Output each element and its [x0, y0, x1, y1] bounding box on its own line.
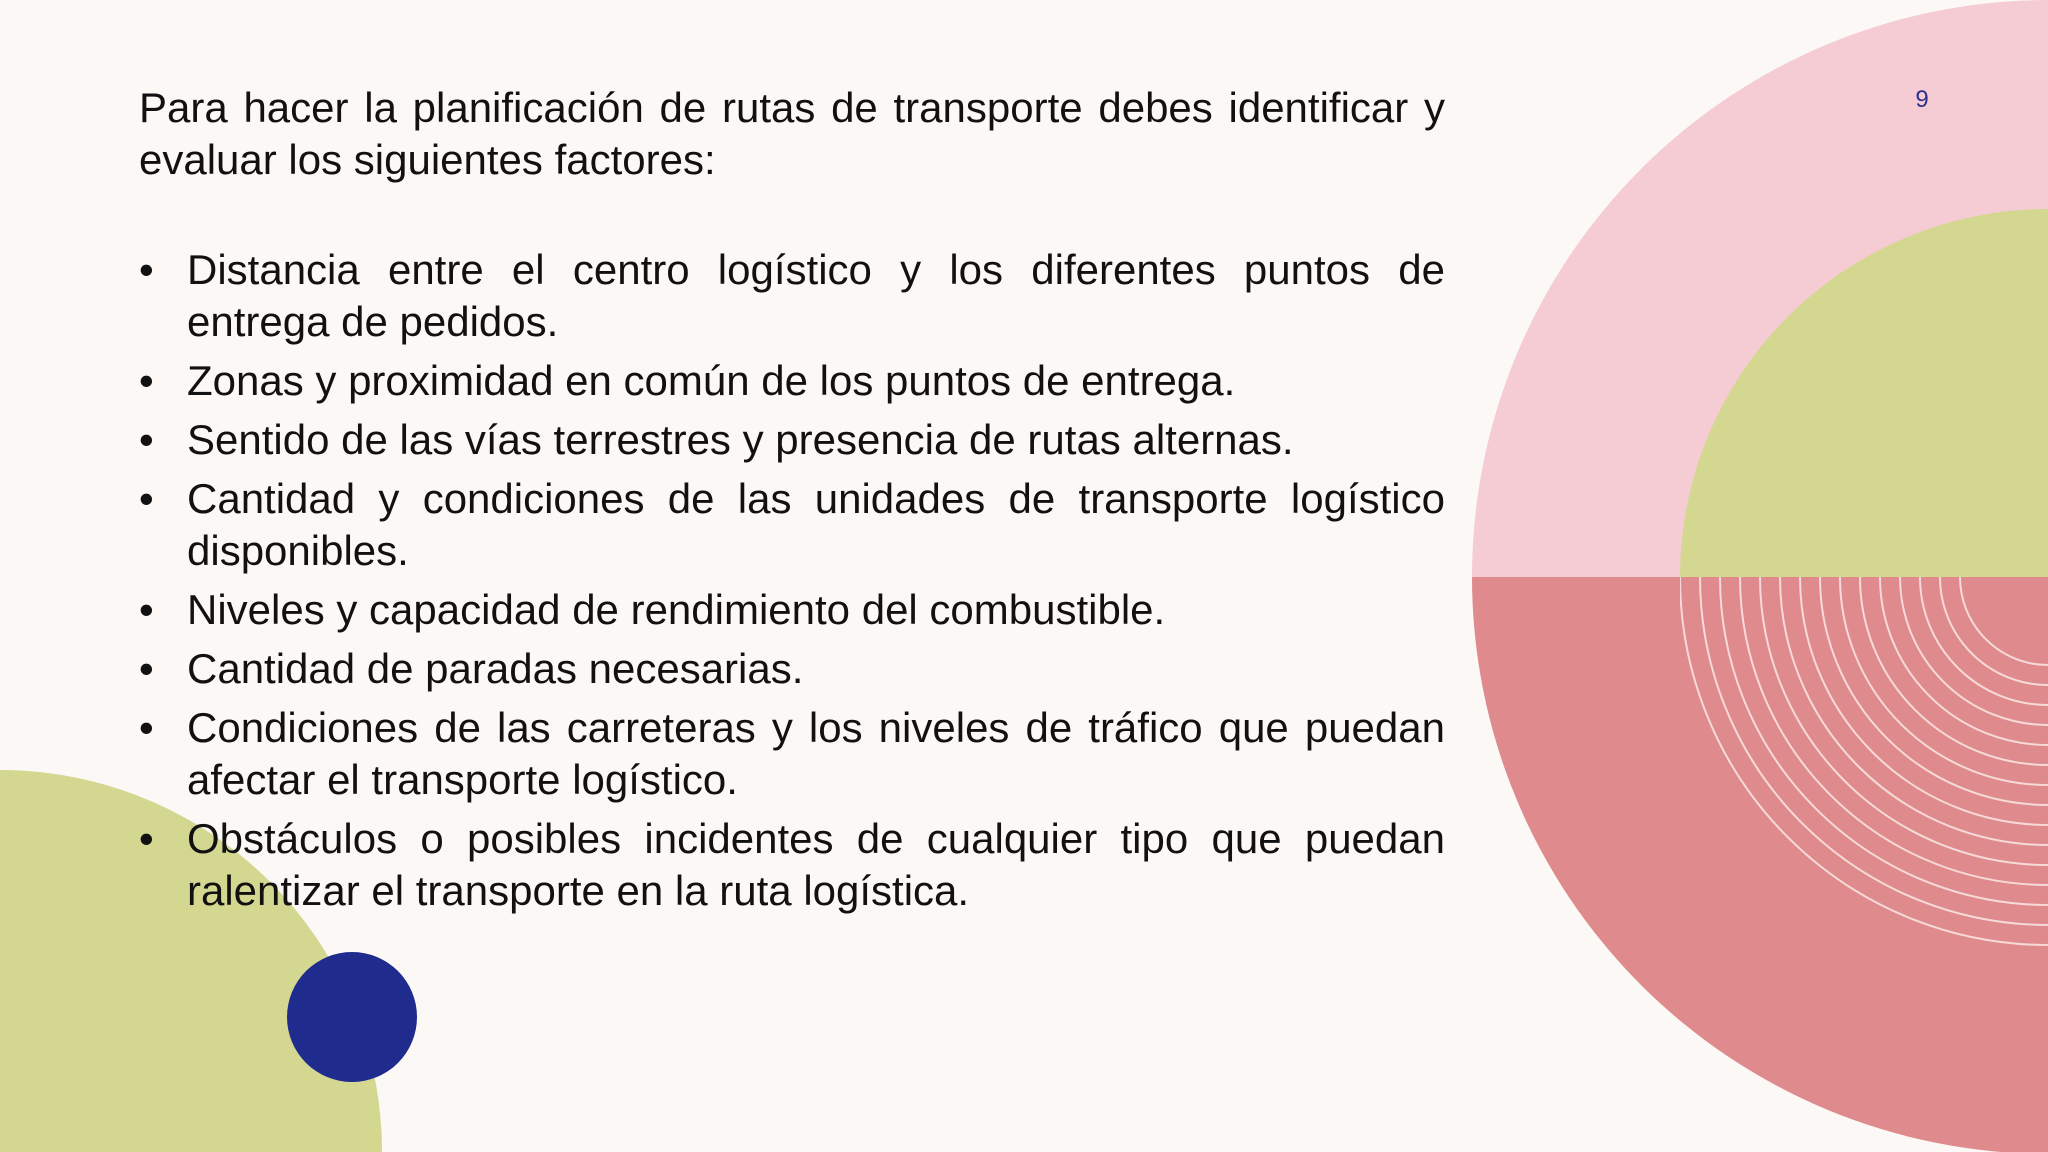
list-item-text: Obstáculos o posibles incidentes de cualquier tipo que puedan ralentizar el transporte en la ruta logística. — [187, 815, 1445, 914]
list-item-text: Condiciones de las carreteras y los niveles de tráfico que puedan afectar el transporte logístico. — [187, 704, 1445, 803]
factor-list — [139, 244, 1445, 917]
list-item-text: Zonas y proximidad en común de los puntos de entrega. — [187, 357, 1236, 404]
list-item — [139, 473, 1445, 577]
list-item — [139, 244, 1445, 348]
list-item — [139, 813, 1445, 917]
list-item-text: Cantidad y condiciones de las unidades de transporte logístico disponibles. — [187, 475, 1445, 574]
list-item-text: Distancia entre el centro logístico y los diferentes puntos de entrega de pedidos. — [187, 246, 1445, 345]
bullet-icon: • — [139, 815, 154, 862]
list-item-text: Cantidad de paradas necesarias. — [187, 645, 804, 692]
list-item — [139, 702, 1445, 806]
list-item — [139, 584, 1445, 636]
bullet-icon: • — [139, 586, 154, 633]
slide-body — [139, 82, 1445, 924]
bullet-icon: • — [139, 416, 154, 463]
bullet-icon: • — [139, 246, 154, 293]
list-item — [139, 355, 1445, 407]
bullet-icon: • — [139, 475, 154, 522]
navy-dot — [287, 952, 417, 1082]
bullet-icon: • — [139, 645, 154, 692]
page-number: 9 — [1915, 86, 1929, 113]
bullet-icon: • — [139, 357, 154, 404]
intro-paragraph: Para hacer la planificación de rutas de transporte debes identificar y evaluar los siguientes factores: — [139, 84, 1445, 183]
rose-lower-half-circle — [1472, 577, 2048, 1152]
list-item-text: Niveles y capacidad de rendimiento del combustible. — [187, 586, 1166, 633]
list-item — [139, 414, 1445, 466]
list-item — [139, 643, 1445, 695]
list-item-text: Sentido de las vías terrestres y presencia de rutas alternas. — [187, 416, 1294, 463]
bullet-icon: • — [139, 704, 154, 751]
